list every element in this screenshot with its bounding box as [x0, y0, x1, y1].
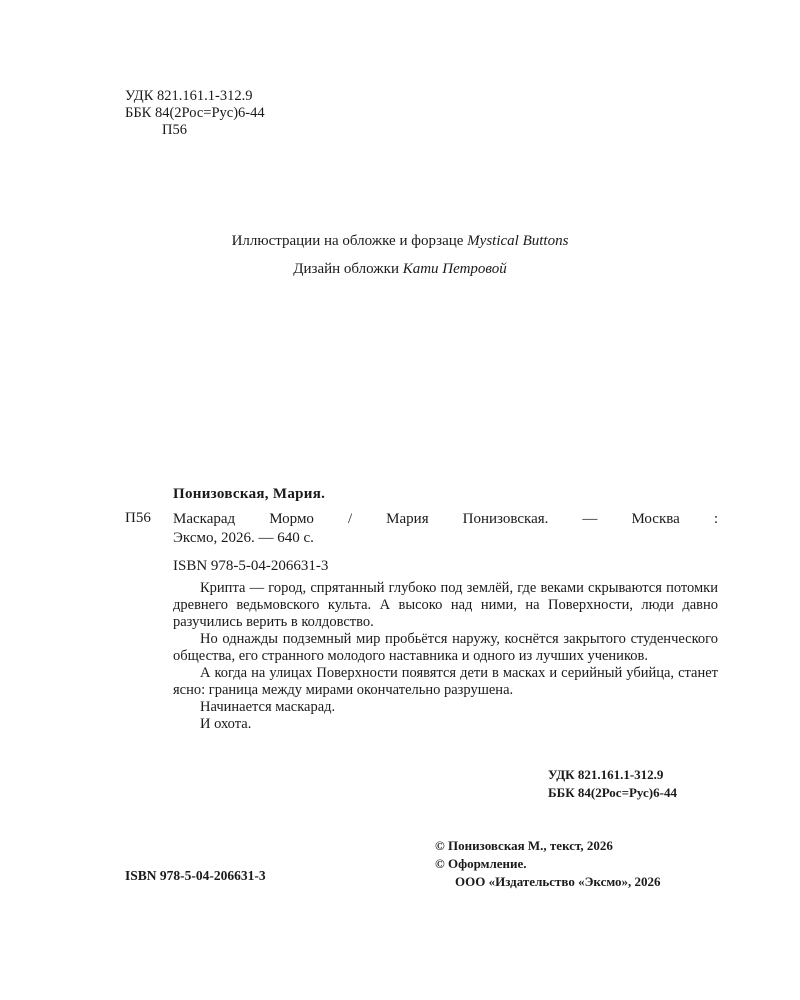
classification-block — [125, 88, 265, 139]
annotation-paragraph: А когда на улицах Поверхности появятся дети в масках и серийный убийца, станет ясно: граница между мирами окончательно разрушена. — [173, 665, 718, 698]
annotation — [173, 580, 718, 733]
copyright-publisher: ООО «Издательство «Эксмо», 2026 — [455, 874, 661, 889]
author-sign: П56 — [162, 122, 187, 138]
illustrator-name: Mystical Buttons — [467, 233, 569, 249]
isbn-bottom: ISBN 978-5-04-206631-3 — [125, 868, 266, 883]
copyright-text: © Понизовская М., текст, 2026 — [435, 838, 613, 853]
bibliographic-line-1: Маскарад Мормо / Мария Понизовская. — Москва : — [173, 511, 718, 527]
copyright-design: © Оформление. — [435, 856, 527, 871]
bibliographic-author: Понизовская, Мария. — [173, 486, 326, 502]
classification-codes-bottom — [548, 766, 677, 802]
bbk-code-bottom: ББК 84(2Рос=Рус)6-44 — [548, 785, 677, 800]
annotation-paragraph: Крипта — город, спрятанный глубоко под землёй, где веками скрываются потомки древнего ведьмовского культа. А высоко над ними, на Поверхности, люди давно разучились верить в колдовство. — [173, 580, 718, 630]
annotation-paragraph: И охота. — [200, 716, 252, 732]
bibliographic-line-2: Эксмо, 2026. — 640 с. — [173, 530, 314, 546]
designer-name: Кати Петровой — [402, 261, 507, 277]
udk-code: УДК 821.161.1-312.9 — [125, 88, 253, 104]
bbk-code: ББК 84(2Рос=Рус)6-44 — [125, 105, 265, 121]
illustrations-credit — [0, 233, 800, 250]
design-credit — [0, 261, 800, 278]
udk-code-bottom: УДК 821.161.1-312.9 — [548, 767, 664, 782]
annotation-paragraph: Но однажды подземный мир пробьётся наружу, коснётся закрытого студенческого общества, его странного молодого наставника и одного из лучших учеников. — [173, 631, 718, 664]
bibliographic-description — [173, 510, 718, 548]
annotation-paragraph: Начинается маскарад. — [200, 699, 336, 715]
illustrations-prefix: Иллюстрации на обложке и форзаце — [231, 233, 464, 249]
bibliographic-sign: П56 — [125, 510, 151, 526]
bibliographic-isbn: ISBN 978-5-04-206631-3 — [173, 558, 329, 574]
copyright-block — [435, 837, 661, 891]
design-prefix: Дизайн обложки — [293, 261, 399, 277]
